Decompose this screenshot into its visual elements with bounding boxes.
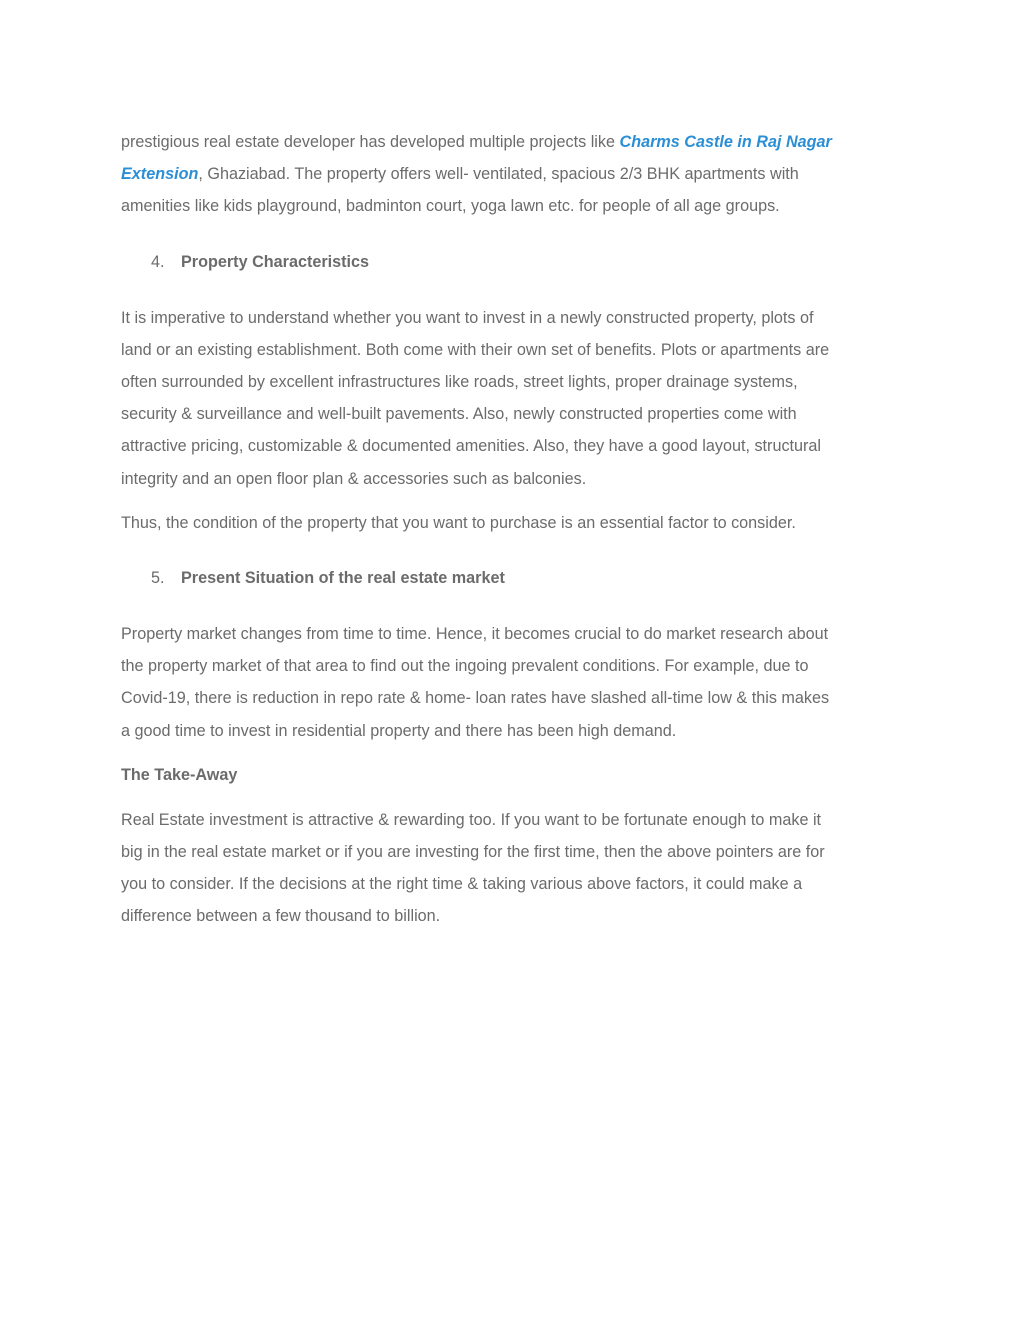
intro-line-3: amenities like kids playground, badminton court, yoga lawn etc. for people of all age groups. [121, 197, 780, 216]
intro-line-2 [121, 158, 901, 190]
section-5-number: 5. [151, 569, 165, 588]
section-4-line: attractive pricing, customizable & documented amenities. Also, they have a good layout, structural [121, 437, 822, 456]
charms-castle-link-part1[interactable]: Charms Castle in Raj Nagar [619, 133, 832, 151]
document-page [121, 126, 901, 933]
intro-text-1: prestigious real estate developer has developed multiple projects like [121, 133, 620, 151]
takeaway-line: you to consider. If the decisions at the right time & taking various above factors, it could make a [121, 875, 803, 894]
section-5-line: the property market of that area to find out the ingoing prevalent conditions. For example, due to [121, 657, 809, 676]
section-5-heading [121, 562, 901, 594]
section-4-conclusion: Thus, the condition of the property that you want to purchase is an essential factor to consider. [121, 513, 796, 532]
section-4-number: 4. [151, 252, 165, 271]
takeaway-line: Real Estate investment is attractive & rewarding too. If you want to be fortunate enough to make it [121, 810, 822, 829]
section-4-line: integrity and an open floor plan & accessories such as balconies. [121, 469, 587, 488]
takeaway-line: big in the real estate market or if you are investing for the first time, then the above pointers are for [121, 843, 825, 862]
section-4-heading [121, 246, 901, 278]
intro-paragraph [121, 126, 901, 223]
charms-castle-link-part2[interactable]: Extension [121, 165, 199, 184]
section-5-title: Present Situation of the real estate market [181, 569, 505, 588]
section-5-line: a good time to invest in residential property and there has been high demand. [121, 721, 677, 740]
section-4-line: land or an existing establishment. Both come with their own set of benefits. Plots or apartments are [121, 340, 830, 359]
section-5-line: Covid-19, there is reduction in repo rate & home- loan rates have slashed all-time low & this makes [121, 689, 830, 708]
section-4-line: security & surveillance and well-built pavements. Also, newly constructed properties come with [121, 405, 797, 424]
section-5-paragraph [121, 618, 901, 747]
takeaway-heading: The Take-Away [121, 765, 238, 784]
section-4-title: Property Characteristics [181, 252, 370, 271]
section-4-line: It is imperative to understand whether you want to invest in a newly constructed property, plots of [121, 308, 814, 327]
section-4-line: often surrounded by excellent infrastructures like roads, street lights, proper drainage systems, [121, 373, 798, 392]
section-4-paragraph [121, 302, 901, 495]
intro-text-2: , Ghaziabad. The property offers well- ventilated, spacious 2/3 BHK apartments with [198, 165, 799, 184]
takeaway-line: difference between a few thousand to billion. [121, 907, 441, 926]
intro-line-1 [121, 126, 901, 158]
section-5-line: Property market changes from time to time. Hence, it becomes crucial to do market research about [121, 625, 829, 644]
takeaway-paragraph [121, 804, 901, 933]
